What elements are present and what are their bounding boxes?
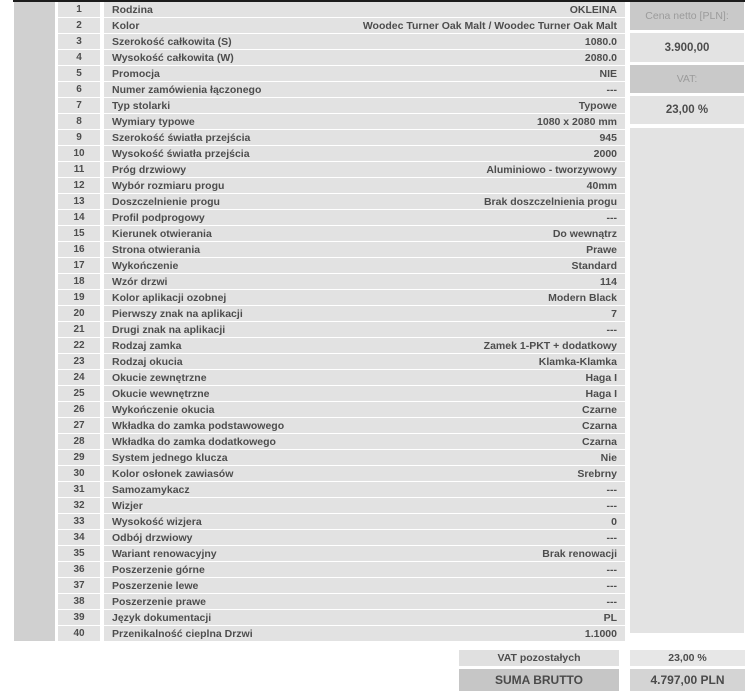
table-row xyxy=(58,418,625,433)
row-label: Kolor xyxy=(112,19,140,32)
row-label: Wysokość całkowita (W) xyxy=(112,51,234,64)
row-label: Wysokość światła przejścia xyxy=(112,147,250,160)
row-value: --- xyxy=(606,211,617,224)
row-value: Srebrny xyxy=(577,467,617,480)
row-number: 28 xyxy=(58,434,100,449)
row-number: 23 xyxy=(58,354,100,369)
row-label: Poszerzenie lewe xyxy=(112,579,199,592)
row-number: 9 xyxy=(58,130,100,145)
row-value: --- xyxy=(606,483,617,496)
row-number: 22 xyxy=(58,338,100,353)
row-label: Pierwszy znak na aplikacji xyxy=(112,307,243,320)
table-row xyxy=(58,626,625,641)
row-number: 16 xyxy=(58,242,100,257)
gross-total-value: 4.797,00 PLN xyxy=(630,669,745,691)
table-row xyxy=(58,98,625,113)
row-label: Poszerzenie górne xyxy=(112,563,205,576)
table-row xyxy=(58,434,625,449)
row-value: --- xyxy=(606,83,617,96)
vat-summary-label: VAT pozostałych xyxy=(459,650,619,666)
row-label: Rodzaj zamka xyxy=(112,339,182,352)
row-number: 40 xyxy=(58,626,100,641)
row-value: --- xyxy=(606,499,617,512)
row-number: 32 xyxy=(58,498,100,513)
table-row xyxy=(58,18,625,33)
row-value: Nie xyxy=(600,451,617,464)
row-number: 19 xyxy=(58,290,100,305)
table-row xyxy=(58,194,625,209)
row-value: Brak doszczelnienia progu xyxy=(483,195,617,208)
table-row xyxy=(58,210,625,225)
row-label: Kolor osłonek zawiasów xyxy=(112,467,234,480)
table-row xyxy=(58,498,625,513)
gross-total-label: SUMA BRUTTO xyxy=(459,669,619,691)
table-row xyxy=(58,338,625,353)
row-number: 3 xyxy=(58,34,100,49)
row-value: Czarna xyxy=(581,435,617,448)
row-label: Wykończenie xyxy=(112,259,179,272)
vat-value: 23,00 % xyxy=(630,96,744,124)
row-value: Standard xyxy=(571,259,617,272)
row-label: Próg drzwiowy xyxy=(112,163,187,176)
row-value: 2000 xyxy=(593,147,617,160)
row-value: PL xyxy=(603,611,617,624)
row-number: 38 xyxy=(58,594,100,609)
row-number: 17 xyxy=(58,258,100,273)
row-number: 7 xyxy=(58,98,100,113)
row-label: Numer zamówienia łączonego xyxy=(112,83,262,96)
row-value: Prawe xyxy=(586,243,617,256)
row-label: Promocja xyxy=(112,67,160,80)
row-number: 29 xyxy=(58,450,100,465)
row-number: 18 xyxy=(58,274,100,289)
table-row xyxy=(58,130,625,145)
row-value: 1.1000 xyxy=(584,627,617,640)
net-price-header: Cena netto [PLN]: xyxy=(630,2,744,30)
row-number: 13 xyxy=(58,194,100,209)
row-number: 27 xyxy=(58,418,100,433)
row-number: 33 xyxy=(58,514,100,529)
table-row xyxy=(58,578,625,593)
row-label: Strona otwierania xyxy=(112,243,201,256)
row-value: 114 xyxy=(600,275,617,288)
row-label: Wkładka do zamka podstawowego xyxy=(112,419,285,432)
row-label: Kolor aplikacji ozobnej xyxy=(112,291,227,304)
row-number: 31 xyxy=(58,482,100,497)
row-label: Typ stolarki xyxy=(112,99,171,112)
row-value: 7 xyxy=(611,307,617,320)
row-number: 12 xyxy=(58,178,100,193)
row-label: Wysokość wizjera xyxy=(112,515,202,528)
net-price-value: 3.900,00 xyxy=(630,33,744,62)
row-value: 1080.0 xyxy=(584,35,617,48)
row-value: Typowe xyxy=(578,99,617,112)
table-row xyxy=(58,322,625,337)
table-row xyxy=(58,162,625,177)
table-row xyxy=(58,610,625,625)
table-row xyxy=(58,370,625,385)
row-number: 1 xyxy=(58,2,100,17)
row-label: Wizjer xyxy=(112,499,143,512)
table-row xyxy=(58,50,625,65)
table-row xyxy=(58,2,625,17)
row-value: --- xyxy=(606,579,617,592)
table-row xyxy=(58,450,625,465)
row-value: Woodec Turner Oak Malt / Woodec Turner Oak Malt xyxy=(362,19,617,32)
table-row xyxy=(58,290,625,305)
row-number: 39 xyxy=(58,610,100,625)
row-number: 11 xyxy=(58,162,100,177)
row-label: Odbój drzwiowy xyxy=(112,531,193,544)
row-label: Szerokość całkowita (S) xyxy=(112,35,232,48)
table-row xyxy=(58,514,625,529)
left-gray-strip xyxy=(14,2,55,641)
row-number: 8 xyxy=(58,114,100,129)
row-value: Czarne xyxy=(581,403,617,416)
row-label: Okucie zewnętrzne xyxy=(112,371,207,384)
row-label: Rodzaj okucia xyxy=(112,355,183,368)
row-value: NIE xyxy=(599,67,617,80)
row-number: 14 xyxy=(58,210,100,225)
table-row xyxy=(58,530,625,545)
row-number: 25 xyxy=(58,386,100,401)
table-row xyxy=(58,34,625,49)
row-label: Szerokość światła przejścia xyxy=(112,131,251,144)
table-row xyxy=(58,114,625,129)
row-number: 21 xyxy=(58,322,100,337)
row-label: Wkładka do zamka dodatkowego xyxy=(112,435,276,448)
row-number: 2 xyxy=(58,18,100,33)
row-label: Samozamykacz xyxy=(112,483,190,496)
row-label: System jednego klucza xyxy=(112,451,228,464)
row-value: Aluminiowo - tworzywowy xyxy=(486,163,617,176)
table-row xyxy=(58,146,625,161)
row-label: Język dokumentacji xyxy=(112,611,212,624)
row-label: Wybór rozmiaru progu xyxy=(112,179,225,192)
row-value: Brak renowacji xyxy=(542,547,617,560)
row-number: 5 xyxy=(58,66,100,81)
table-row xyxy=(58,546,625,561)
row-number: 24 xyxy=(58,370,100,385)
table-row xyxy=(58,354,625,369)
table-row xyxy=(58,66,625,81)
table-row xyxy=(58,226,625,241)
row-value: Haga I xyxy=(585,371,617,384)
price-panel xyxy=(630,2,744,633)
table-row xyxy=(58,594,625,609)
row-number: 26 xyxy=(58,402,100,417)
row-label: Doszczelnienie progu xyxy=(112,195,220,208)
row-label: Przenikalność cieplna Drzwi xyxy=(112,627,253,640)
price-panel-filler xyxy=(630,128,744,633)
row-label: Wzór drzwi xyxy=(112,275,168,288)
row-number: 34 xyxy=(58,530,100,545)
row-number: 36 xyxy=(58,562,100,577)
table-row xyxy=(58,386,625,401)
table-row xyxy=(58,178,625,193)
row-number: 10 xyxy=(58,146,100,161)
row-label: Poszerzenie prawe xyxy=(112,595,206,608)
row-value: Czarna xyxy=(581,419,617,432)
row-label: Wariant renowacyjny xyxy=(112,547,217,560)
row-label: Okucie wewnętrzne xyxy=(112,387,210,400)
vat-header: VAT: xyxy=(630,65,744,93)
row-label: Drugi znak na aplikacji xyxy=(112,323,226,336)
row-label: Rodzina xyxy=(112,3,153,16)
table-row xyxy=(58,466,625,481)
row-label: Profil podprogowy xyxy=(112,211,205,224)
row-label: Wymiary typowe xyxy=(112,115,195,128)
row-value: Zamek 1-PKT + dodatkowy xyxy=(483,339,617,352)
table-row xyxy=(58,82,625,97)
table-row xyxy=(58,242,625,257)
row-value: Haga I xyxy=(585,387,617,400)
table-row xyxy=(58,274,625,289)
table-row xyxy=(58,482,625,497)
row-value: Do wewnątrz xyxy=(552,227,617,240)
row-value: OKLEINA xyxy=(569,3,617,16)
row-number: 30 xyxy=(58,466,100,481)
specification-table xyxy=(58,2,625,642)
row-value: --- xyxy=(606,595,617,608)
row-number: 35 xyxy=(58,546,100,561)
vat-summary-value: 23,00 % xyxy=(630,650,745,666)
table-row xyxy=(58,258,625,273)
row-value: 945 xyxy=(599,131,617,144)
row-number: 15 xyxy=(58,226,100,241)
row-number: 20 xyxy=(58,306,100,321)
row-value: --- xyxy=(606,563,617,576)
table-row xyxy=(58,306,625,321)
row-value: Klamka-Klamka xyxy=(538,355,617,368)
row-number: 4 xyxy=(58,50,100,65)
row-value: Modern Black xyxy=(548,291,617,304)
table-row xyxy=(58,402,625,417)
row-value: 2080.0 xyxy=(584,51,617,64)
row-number: 37 xyxy=(58,578,100,593)
row-number: 6 xyxy=(58,82,100,97)
row-label: Kierunek otwierania xyxy=(112,227,212,240)
row-value: 0 xyxy=(611,515,617,528)
row-label: Wykończenie okucia xyxy=(112,403,215,416)
row-value: --- xyxy=(606,323,617,336)
row-value: 1080 x 2080 mm xyxy=(537,115,617,128)
row-value: 40mm xyxy=(586,179,617,192)
table-row xyxy=(58,562,625,577)
row-value: --- xyxy=(606,531,617,544)
